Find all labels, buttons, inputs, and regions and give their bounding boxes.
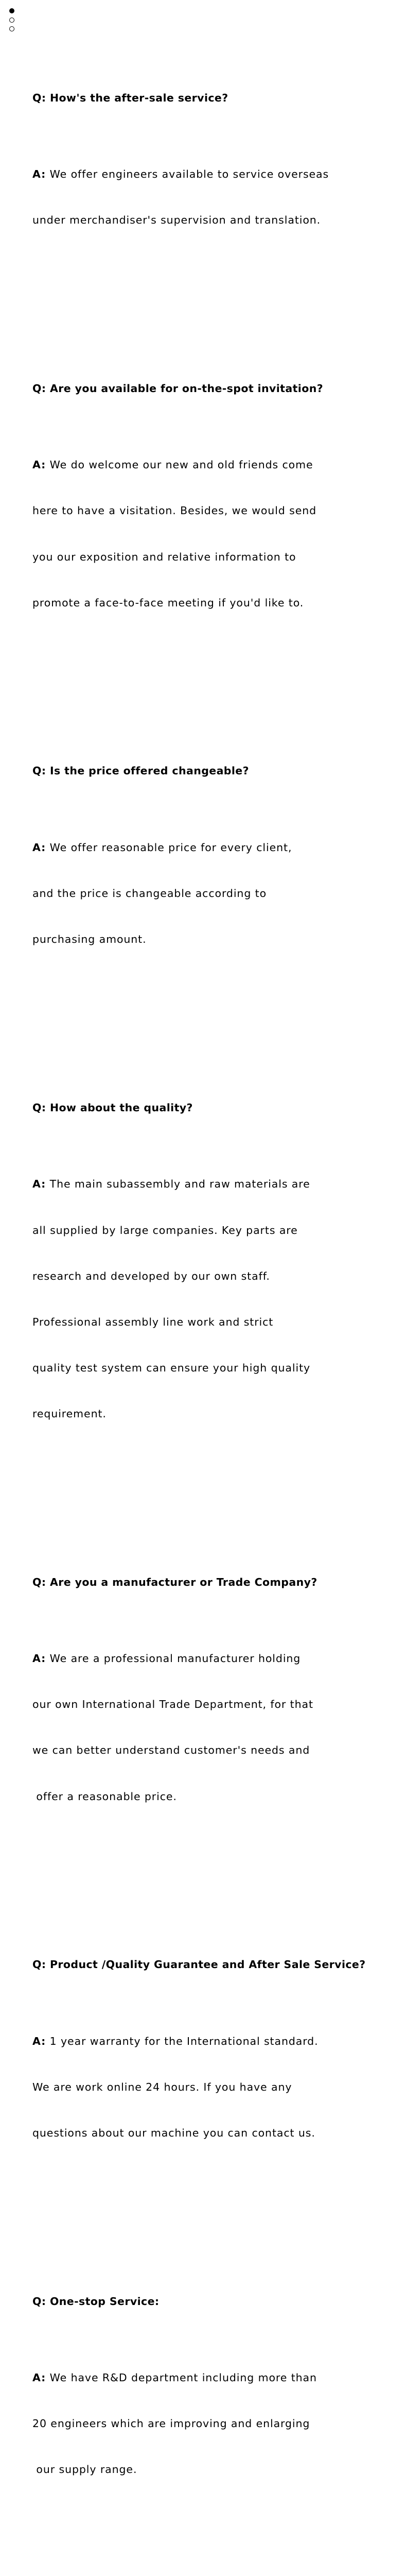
- answer-prefix: A:: [32, 841, 46, 854]
- answer-line: you our exposition and relative information to: [32, 550, 296, 563]
- faq-answer: [32, 1146, 403, 1452]
- faq-question: Q: How's the after-sale service?: [32, 91, 228, 104]
- faq-question: Q: Is the price offered changeable?: [32, 765, 249, 777]
- faq-list: [32, 14, 403, 2576]
- faq-answer: [32, 2003, 403, 2172]
- faq-answer: [32, 1621, 403, 1835]
- answer-line: all supplied by large companies. Key parts are: [32, 1224, 298, 1236]
- faq-item: [32, 733, 403, 1009]
- answer-line: Professional assembly line work and strict: [32, 1315, 274, 1328]
- faq-item: [32, 350, 403, 672]
- answer-line: we can better understand customer's needs and: [32, 1744, 310, 1757]
- answer-line: We do welcome our new and old friends come: [46, 459, 313, 471]
- faq-question: Q: One-stop Service:: [32, 2295, 160, 2308]
- answer-line: The main subassembly and raw materials are: [46, 1178, 310, 1191]
- answer-line: quality test system can ensure your high quality: [32, 1361, 311, 1374]
- answer-prefix: A:: [32, 1652, 46, 1665]
- answer-line: our own International Trade Department, for that: [32, 1698, 313, 1711]
- answer-line: 20 engineers which are improving and enlarging: [32, 2417, 310, 2430]
- faq-answer: [32, 427, 403, 641]
- faq-answer: [32, 810, 403, 978]
- faq-item: [32, 2263, 403, 2539]
- answer-line: and the price is changeable according to: [32, 887, 267, 900]
- answer-prefix: A:: [32, 168, 46, 181]
- answer-line: We are work online 24 hours. If you have any: [32, 2080, 292, 2093]
- answer-line: purchasing amount.: [32, 933, 147, 946]
- answer-line: under merchandiser's supervision and translation.: [32, 214, 321, 227]
- faq-item: [32, 1070, 403, 1483]
- faq-answer: [32, 137, 403, 259]
- answer-prefix: A:: [32, 459, 46, 471]
- carousel-dot-active[interactable]: [9, 8, 14, 13]
- answer-line: research and developed by our own staff.: [32, 1269, 270, 1282]
- answer-line: 1 year warranty for the International standard.: [46, 2035, 319, 2047]
- answer-line: our supply range.: [32, 2463, 137, 2476]
- faq-question: Q: Product /Quality Guarantee and After Sale Service?: [32, 1958, 366, 1971]
- faq-item: [32, 60, 403, 290]
- answer-line: We have R&D department including more than: [46, 2371, 317, 2384]
- answer-line: here to have a visitation. Besides, we would send: [32, 504, 317, 517]
- answer-prefix: A:: [32, 2035, 46, 2047]
- faq-answer: [32, 2340, 403, 2509]
- carousel-dot[interactable]: [9, 26, 14, 31]
- answer-line: questions about our machine you can contact us.: [32, 2126, 315, 2139]
- answer-line: We offer engineers available to service overseas: [46, 168, 329, 181]
- answer-line: requirement.: [32, 1407, 107, 1420]
- answer-line: We offer reasonable price for every client,: [46, 841, 292, 854]
- faq-item: [32, 1544, 403, 1866]
- faq-item: [32, 1927, 403, 2202]
- carousel-dot[interactable]: [9, 18, 14, 23]
- answer-prefix: A:: [32, 1178, 46, 1191]
- answer-line: We are a professional manufacturer holding: [46, 1652, 301, 1665]
- faq-question: Q: Are you available for on-the-spot invitation?: [32, 382, 323, 395]
- faq-question: Q: Are you a manufacturer or Trade Company?: [32, 1575, 317, 1588]
- answer-line: offer a reasonable price.: [32, 1790, 177, 1803]
- answer-prefix: A:: [32, 2371, 46, 2384]
- faq-question: Q: How about the quality?: [32, 1101, 193, 1114]
- answer-line: promote a face-to-face meeting if you'd like to.: [32, 596, 304, 609]
